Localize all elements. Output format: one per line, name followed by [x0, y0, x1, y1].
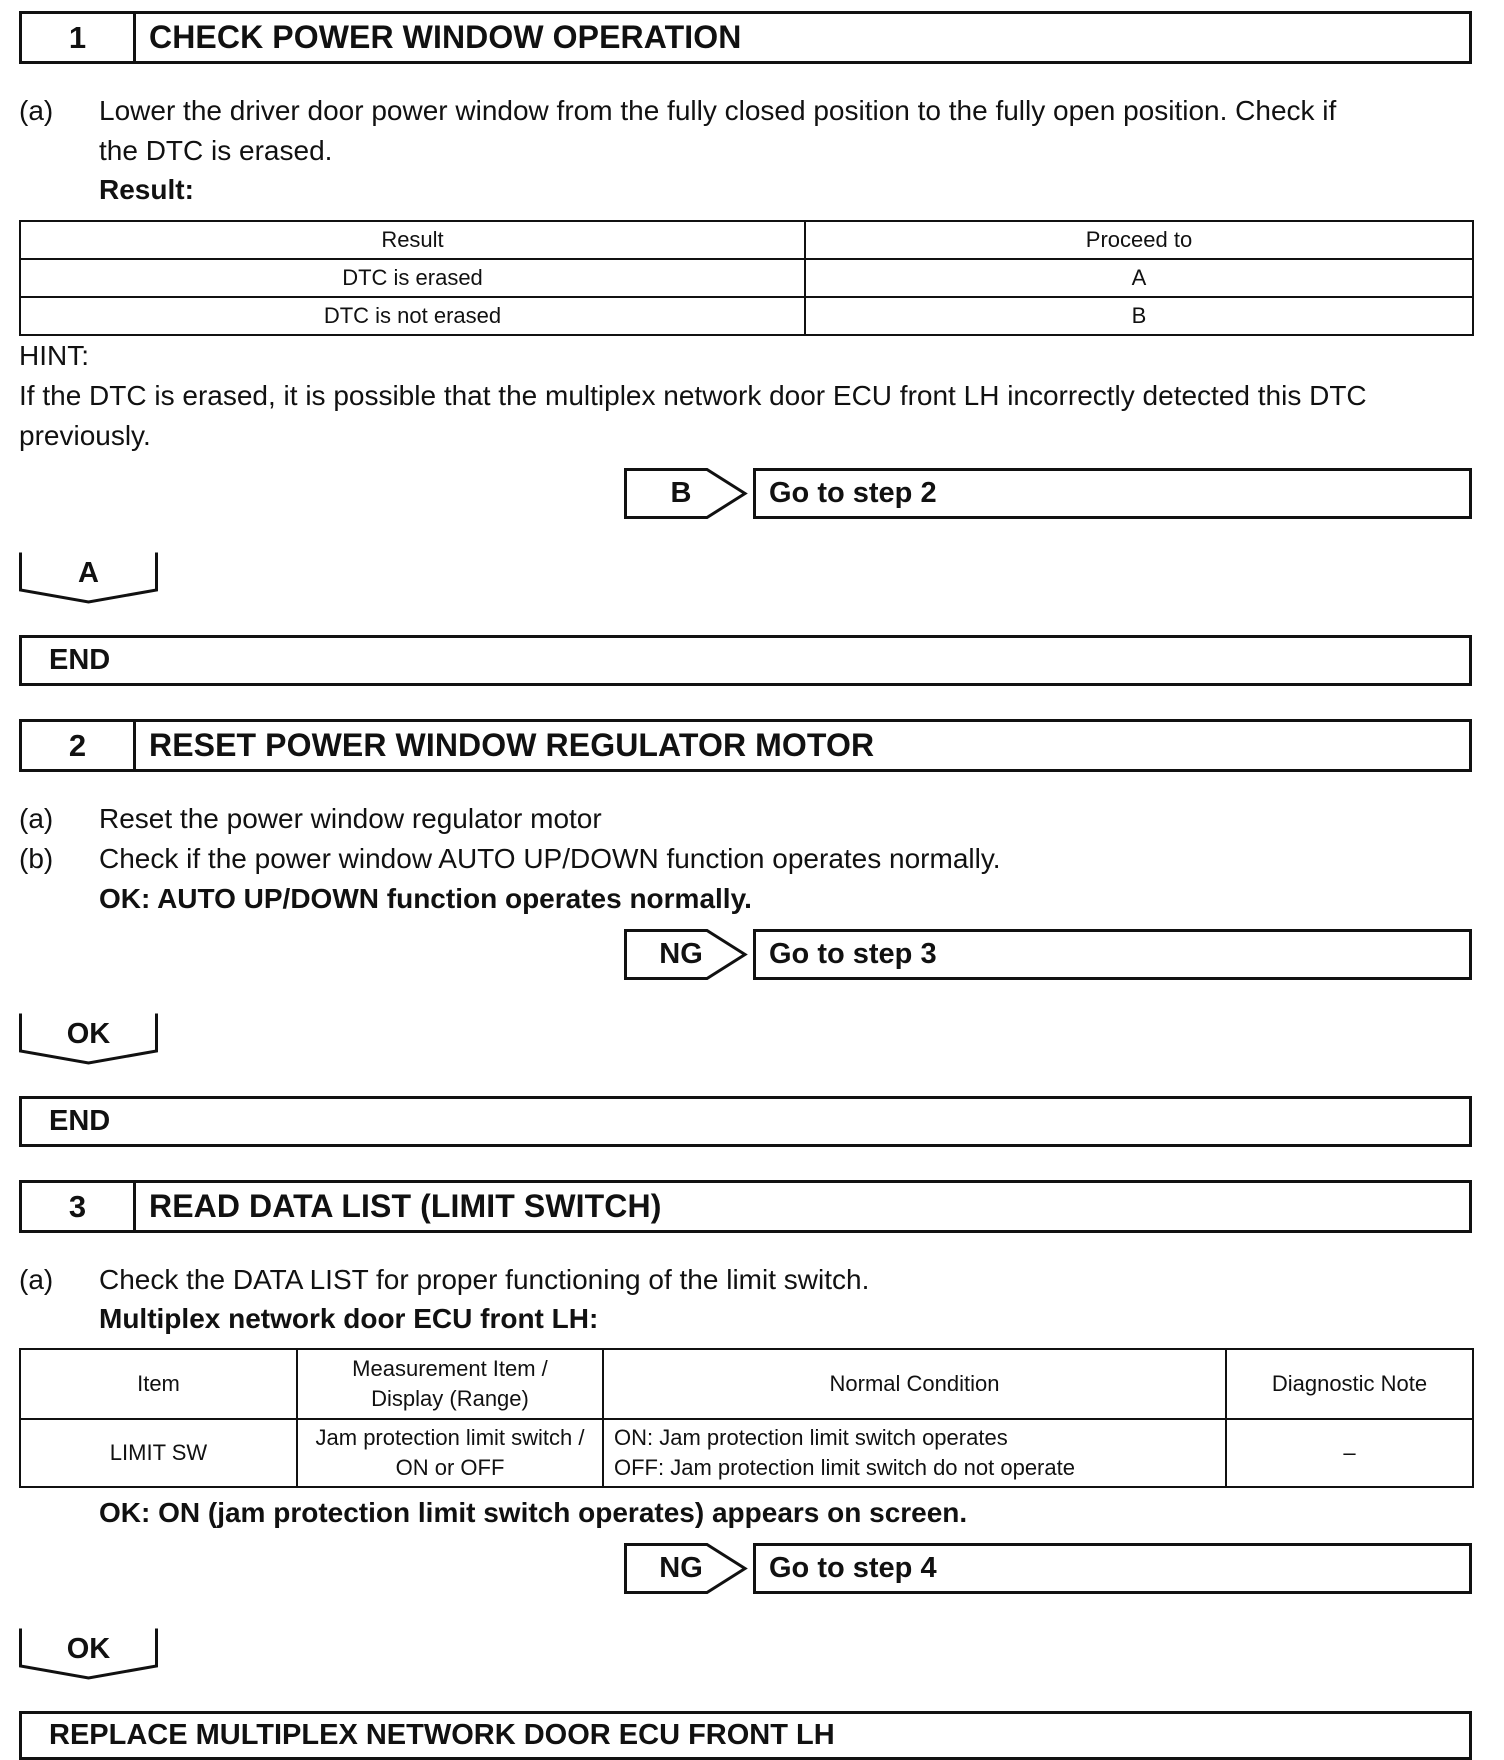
table-cell: A	[805, 259, 1473, 297]
branch-label: NG	[659, 1552, 703, 1584]
table-row	[20, 259, 1473, 297]
header-line: Measurement Item /	[352, 1356, 548, 1381]
table-header-measurement	[297, 1349, 603, 1419]
item-text: Check if the power window AUTO UP/DOWN function operates normally.	[99, 843, 1001, 874]
cell-line: ON or OFF	[395, 1455, 505, 1480]
table-header-note: Diagnostic Note	[1226, 1349, 1473, 1419]
step-3-header	[19, 1180, 1472, 1233]
item-text: Check the DATA LIST for proper functioning of the limit switch.	[99, 1264, 870, 1295]
table-cell: DTC is not erased	[20, 297, 805, 335]
result-heading: Result:	[99, 174, 194, 205]
ecu-subheading: Multiplex network door ECU front LH:	[99, 1303, 599, 1334]
replace-ecu-box: REPLACE MULTIPLEX NETWORK DOOR ECU FRONT LH	[19, 1711, 1472, 1760]
item-label: (a)	[19, 95, 54, 126]
goto-step-3: Go to step 3	[753, 929, 1472, 980]
item-label: (b)	[19, 843, 54, 874]
tag-label: OK	[66, 1632, 111, 1665]
branch-label: B	[670, 477, 692, 509]
item-text: Reset the power window regulator motor	[99, 803, 602, 834]
tag-label: A	[78, 556, 99, 589]
ok-criteria: OK: AUTO UP/DOWN function operates normally.	[99, 883, 752, 914]
step-2-item-b	[19, 839, 1479, 879]
data-list-table	[19, 1348, 1474, 1488]
end-box: END	[19, 635, 1472, 686]
step-1-header	[19, 11, 1472, 64]
end-box: END	[19, 1096, 1472, 1147]
table-header-proceed: Proceed to	[805, 221, 1473, 259]
cell-line: OFF: Jam protection limit switch do not operate	[614, 1455, 1075, 1480]
item-text-line: Lower the driver door power window from the fully closed position to the fully open position. Check if	[99, 95, 1337, 126]
item-label: (a)	[19, 803, 54, 834]
result-tag-ok	[19, 1627, 158, 1680]
branch-label: NG	[659, 938, 703, 970]
table-header-row	[20, 1349, 1473, 1419]
ok-criteria: OK: ON (jam protection limit switch operates) appears on screen.	[99, 1497, 968, 1528]
table-cell: DTC is erased	[20, 259, 805, 297]
step-title: READ DATA LIST (LIMIT SWITCH)	[149, 1188, 662, 1224]
table-cell-note: –	[1226, 1419, 1473, 1487]
item-text-line: the DTC is erased.	[99, 135, 333, 166]
step-title: RESET POWER WINDOW REGULATOR MOTOR	[149, 727, 875, 763]
table-row	[20, 297, 1473, 335]
step-1-item-a	[19, 91, 1479, 171]
cell-line: ON: Jam protection limit switch operates	[614, 1425, 1008, 1450]
result-table	[19, 220, 1474, 336]
hint-text-line: If the DTC is erased, it is possible that the multiplex network door ECU front LH incorrectly detected this DTC	[19, 380, 1367, 411]
header-line: Display (Range)	[371, 1386, 529, 1411]
table-header-item: Item	[20, 1349, 297, 1419]
result-tag-ok	[19, 1012, 158, 1065]
item-label: (a)	[19, 1264, 54, 1295]
table-cell: B	[805, 297, 1473, 335]
result-tag-a	[19, 551, 158, 604]
step-2-item-a	[19, 799, 1479, 839]
step-number: 2	[22, 722, 136, 769]
hint-block	[19, 336, 1489, 456]
step-number: 3	[22, 1183, 136, 1230]
step-number: 1	[22, 14, 136, 61]
table-cell-item: LIMIT SW	[20, 1419, 297, 1487]
hint-label: HINT:	[19, 340, 89, 371]
cell-line: Jam protection limit switch /	[315, 1425, 585, 1450]
hint-text-line: previously.	[19, 420, 151, 451]
goto-step-2: Go to step 2	[753, 468, 1472, 519]
tag-label: OK	[66, 1017, 111, 1050]
step-title: CHECK POWER WINDOW OPERATION	[149, 19, 742, 55]
table-cell-normal	[603, 1419, 1226, 1487]
table-row	[20, 1419, 1473, 1487]
goto-step-4: Go to step 4	[753, 1543, 1472, 1594]
table-cell-measurement	[297, 1419, 603, 1487]
table-header-row	[20, 221, 1473, 259]
step-2-header	[19, 719, 1472, 772]
table-header-normal: Normal Condition	[603, 1349, 1226, 1419]
step-3-item-a	[19, 1260, 1479, 1300]
table-header-result: Result	[20, 221, 805, 259]
